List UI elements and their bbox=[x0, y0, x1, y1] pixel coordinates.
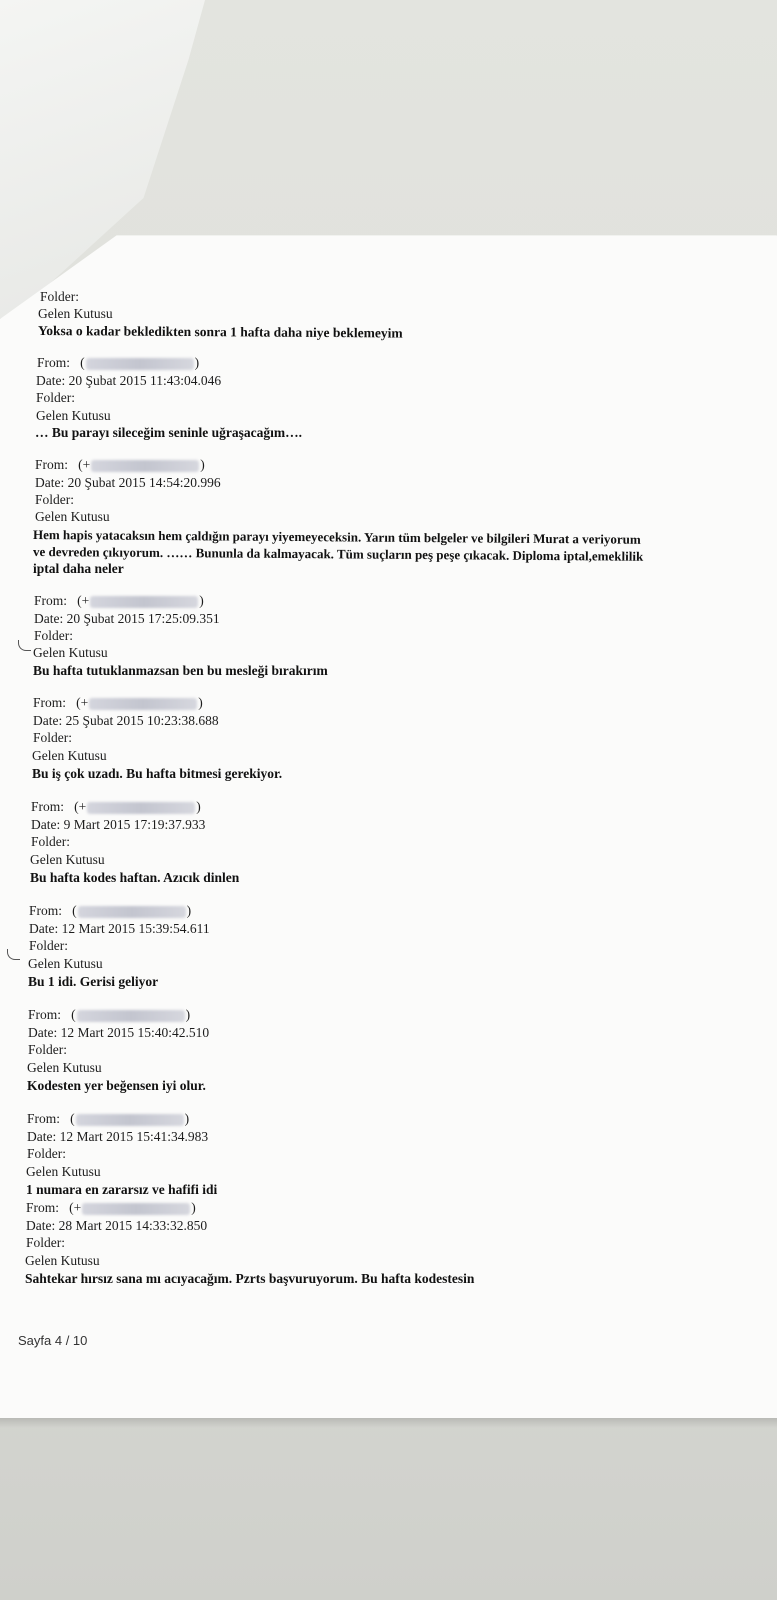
redacted-phone-number bbox=[77, 1010, 185, 1022]
folder-label: Folder: bbox=[31, 834, 70, 849]
message-text: Bu hafta kodes haftan. Azıcık dinlen bbox=[30, 870, 240, 885]
redacted-phone-number bbox=[90, 596, 198, 608]
from-line: From: (+ ) bbox=[26, 1200, 196, 1215]
message-text-line-3: iptal daha neler bbox=[33, 561, 124, 576]
date-line: Date: 12 Mart 2015 15:41:34.983 bbox=[27, 1129, 209, 1144]
message-text-line-1: Hem hapis yatacaksın hem çaldığın parayı yiyemeyeceksin. Yarın tüm belgeler ve bilgileri Murat a veriyorum bbox=[32, 527, 641, 547]
from-label: From: bbox=[27, 1111, 61, 1126]
from-label: From: bbox=[34, 593, 68, 608]
folder-label: Folder: bbox=[40, 289, 79, 304]
margin-mark bbox=[18, 640, 31, 651]
redacted-phone-number bbox=[89, 698, 197, 710]
folder-label: Folder: bbox=[36, 390, 75, 405]
date-line: Date: 20 Şubat 2015 11:43:04.046 bbox=[36, 373, 222, 388]
from-line: From: ( ) bbox=[27, 1111, 190, 1126]
from-line: From: (+ ) bbox=[34, 593, 204, 608]
folder-value: Gelen Kutusu bbox=[30, 852, 105, 867]
folder-label: Folder: bbox=[33, 730, 72, 745]
folder-value: Gelen Kutusu bbox=[38, 306, 113, 321]
folder-value: Gelen Kutusu bbox=[33, 645, 108, 660]
folder-label: Folder: bbox=[27, 1146, 66, 1161]
from-label: From: bbox=[31, 799, 65, 814]
folder-value: Gelen Kutusu bbox=[35, 509, 110, 524]
from-line: From: (+ ) bbox=[35, 457, 205, 472]
message-text: Bu 1 idi. Gerisi geliyor bbox=[28, 974, 159, 989]
message-text: Bu hafta tutuklanmazsan ben bu mesleği bırakırım bbox=[33, 663, 328, 678]
folder-value: Gelen Kutusu bbox=[36, 408, 111, 423]
from-line: From: ( ) bbox=[28, 1007, 191, 1022]
folder-label: Folder: bbox=[28, 1042, 67, 1057]
from-line: From: (+ ) bbox=[31, 799, 201, 814]
folder-value: Gelen Kutusu bbox=[32, 748, 107, 763]
from-label: From: bbox=[35, 457, 69, 472]
date-line: Date: 20 Şubat 2015 14:54:20.996 bbox=[35, 475, 221, 490]
message-text: Bu iş çok uzadı. Bu hafta bitmesi gerekiyor. bbox=[32, 766, 283, 781]
redacted-phone-number bbox=[82, 1203, 190, 1215]
folder-value: Gelen Kutusu bbox=[26, 1164, 101, 1179]
folder-value: Gelen Kutusu bbox=[25, 1253, 100, 1268]
from-line: From: (+ ) bbox=[33, 695, 203, 710]
message-text: Yoksa o kadar bekledikten sonra 1 hafta daha niye beklemeyim bbox=[37, 323, 403, 341]
date-line: Date: 20 Şubat 2015 17:25:09.351 bbox=[34, 611, 220, 626]
folder-label: Folder: bbox=[34, 628, 73, 643]
from-label: From: bbox=[28, 1007, 62, 1022]
from-line: From: ( ) bbox=[37, 355, 200, 370]
redacted-phone-number bbox=[87, 802, 195, 814]
folder-label: Folder: bbox=[35, 492, 74, 507]
from-label: From: bbox=[33, 695, 67, 710]
folder-value: Gelen Kutusu bbox=[28, 956, 103, 971]
redacted-phone-number bbox=[91, 460, 199, 472]
message-text: 1 numara en zararsız ve hafifi idi bbox=[26, 1182, 218, 1197]
margin-mark bbox=[7, 949, 20, 960]
date-line: Date: 12 Mart 2015 15:40:42.510 bbox=[28, 1025, 210, 1040]
date-line: Date: 12 Mart 2015 15:39:54.611 bbox=[29, 921, 210, 936]
message-log bbox=[0, 288, 777, 1348]
redacted-phone-number bbox=[78, 906, 186, 918]
folder-label: Folder: bbox=[29, 938, 68, 953]
page-edge-shadow bbox=[0, 1418, 777, 1428]
redacted-phone-number bbox=[76, 1114, 184, 1126]
message-text: … Bu parayı sileceğim seninle uğraşacağım…. bbox=[35, 425, 302, 440]
from-label: From: bbox=[29, 903, 63, 918]
message-text: Kodesten yer beğensen iyi olur. bbox=[27, 1078, 206, 1093]
date-line: Date: 9 Mart 2015 17:19:37.933 bbox=[31, 817, 206, 832]
date-line: Date: 28 Mart 2015 14:33:32.850 bbox=[26, 1218, 208, 1233]
message-text: Sahtekar hırsız sana mı acıyacağım. Pzrts başvuruyorum. Bu hafta kodestesin bbox=[25, 1271, 475, 1286]
redacted-phone-number bbox=[86, 358, 194, 370]
page-number: Sayfa 4 / 10 bbox=[18, 1333, 88, 1348]
from-label: From: bbox=[37, 355, 71, 370]
date-line: Date: 25 Şubat 2015 10:23:38.688 bbox=[33, 713, 219, 728]
message-text-line-2: ve devreden çıkıyorum. …… Bununla da kalmayacak. Tüm suçların peş peşe çıkacak. Diploma iptal,emeklilik bbox=[32, 544, 644, 564]
folder-label: Folder: bbox=[26, 1235, 65, 1250]
folder-value: Gelen Kutusu bbox=[27, 1060, 102, 1075]
from-label: From: bbox=[26, 1200, 60, 1215]
from-line: From: ( ) bbox=[29, 903, 192, 918]
